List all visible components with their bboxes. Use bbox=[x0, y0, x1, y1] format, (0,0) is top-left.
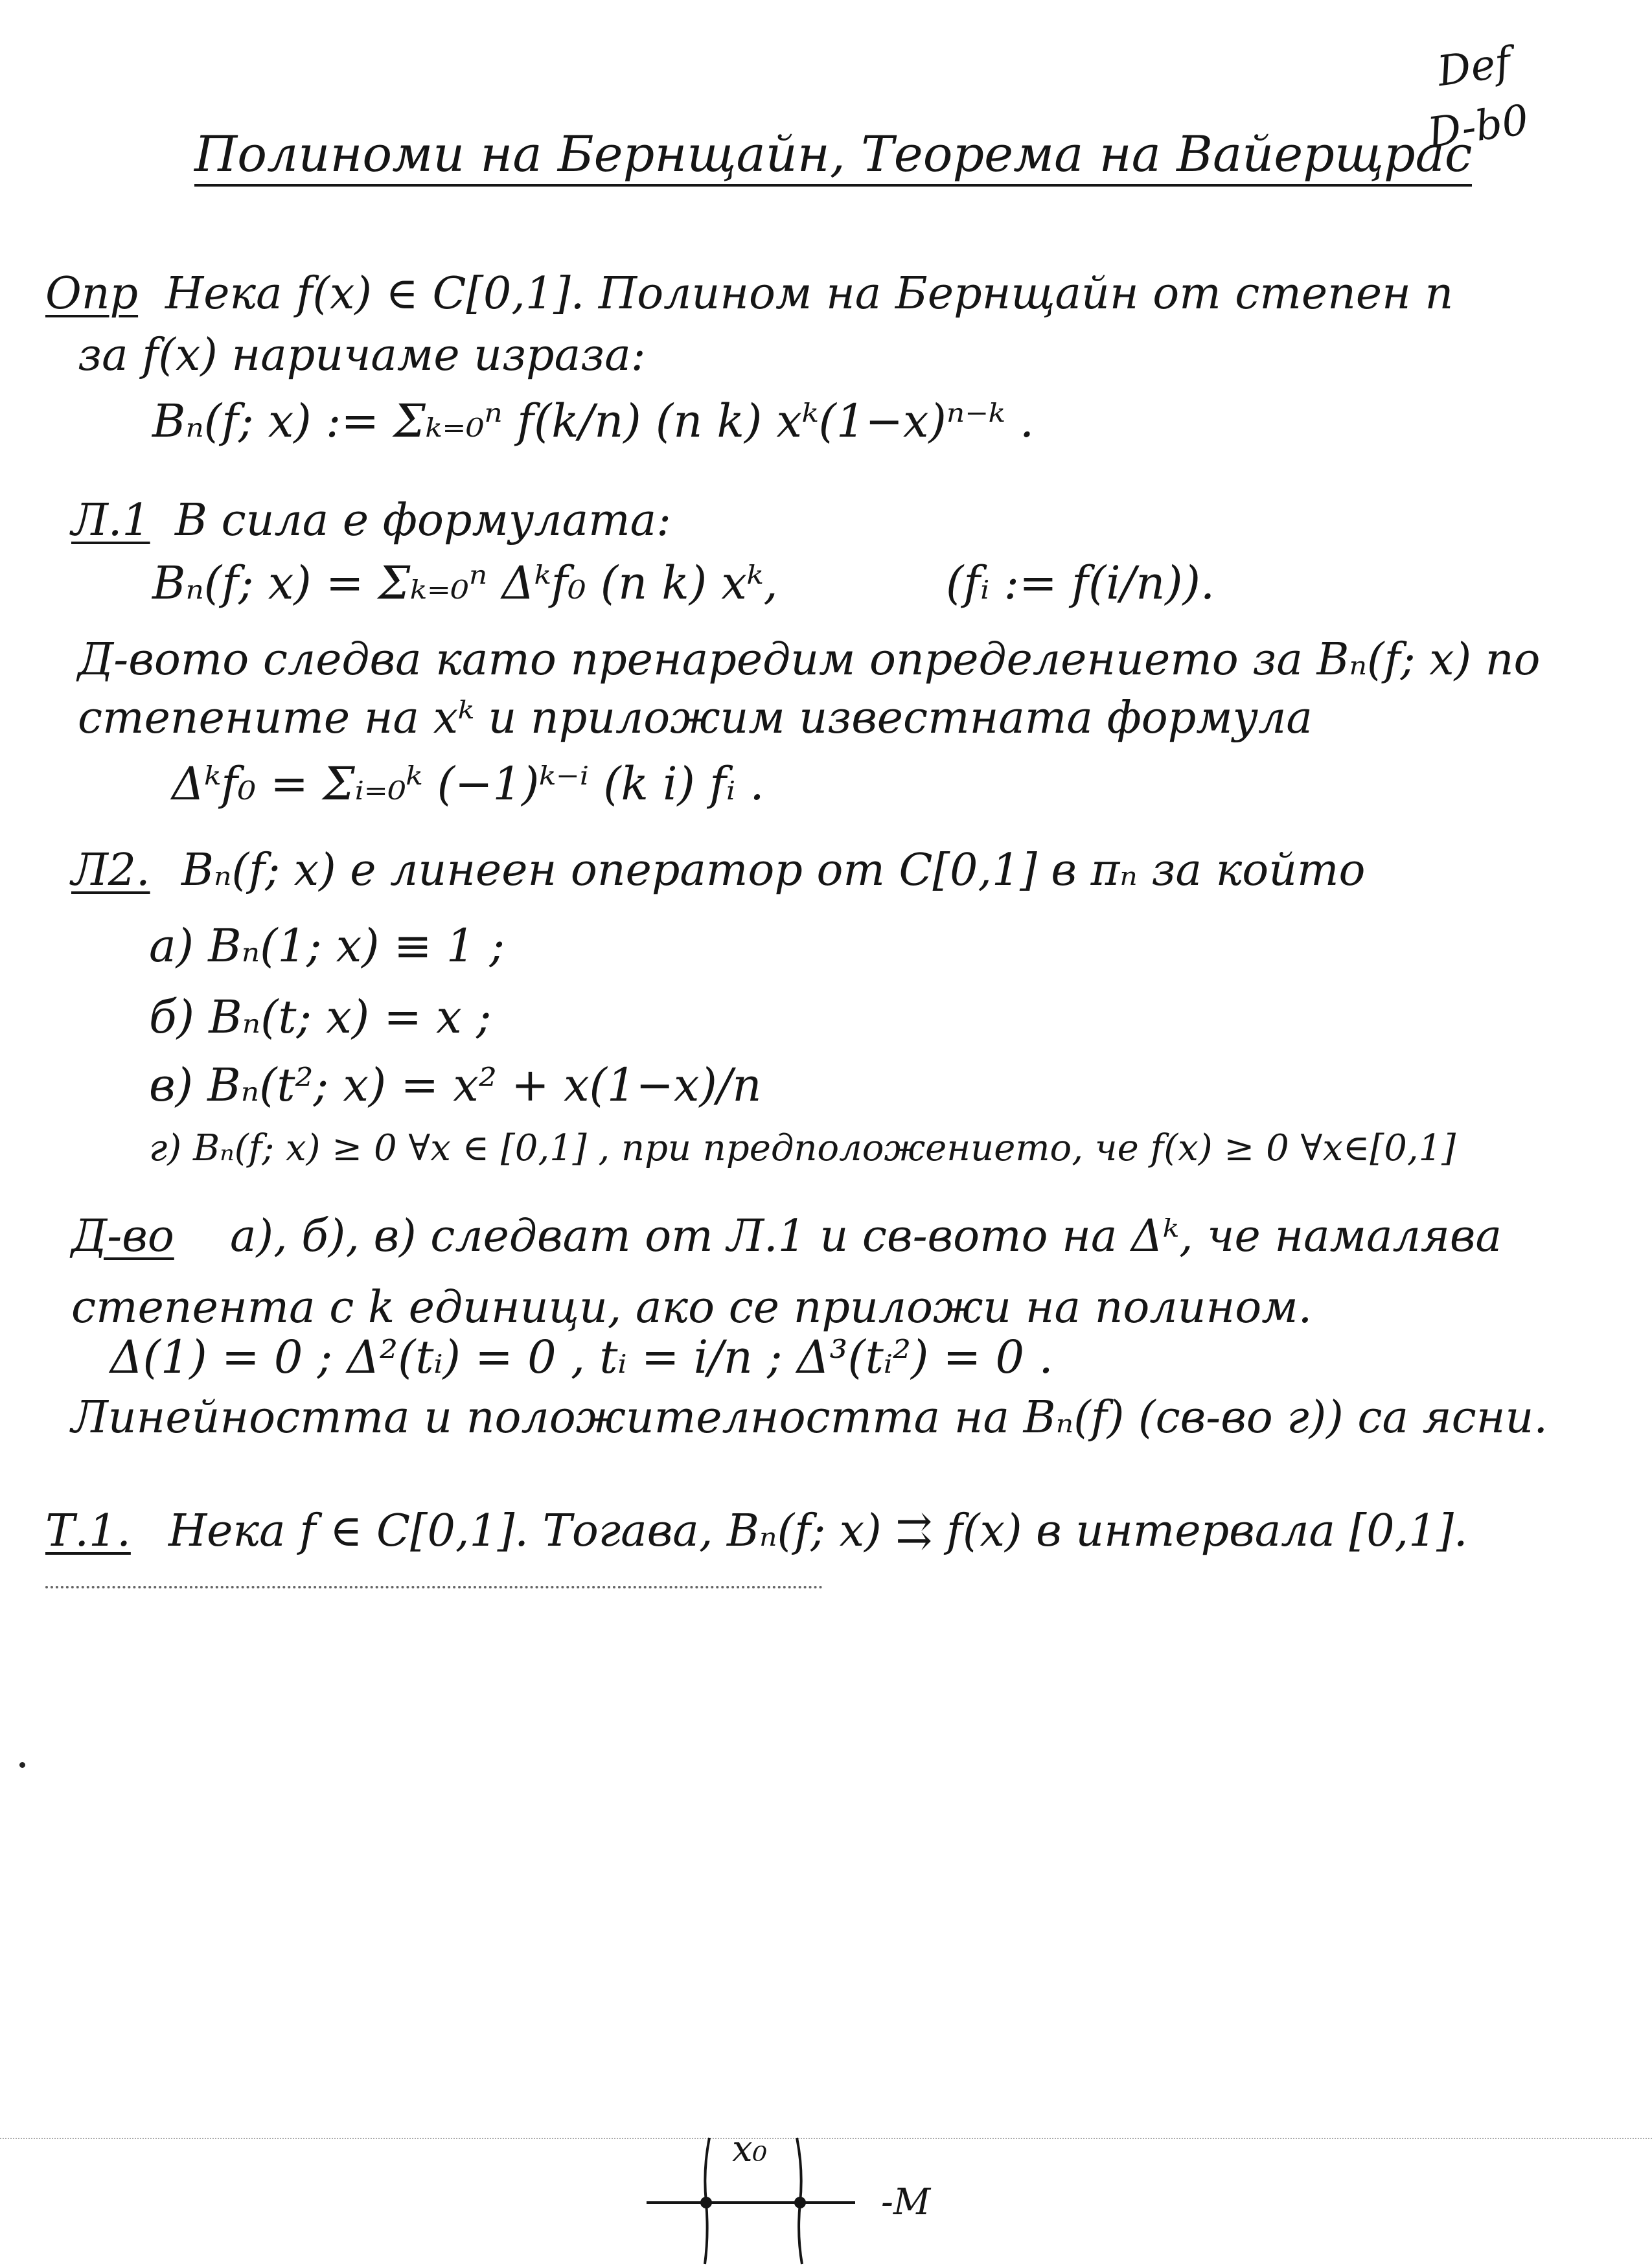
proof-line-1: а), б), в) следват от Л.1 и св-вото на Δᵏ, че намалява bbox=[230, 1211, 1502, 1262]
lemma2-line-1: Bₙ(f; x) е линеен оператор от C[0,1] в πₙ за който bbox=[181, 845, 1366, 896]
corner-note-top: Def bbox=[1434, 38, 1514, 97]
lemma1-label: Л.1 bbox=[71, 495, 150, 546]
lemma2-item-v: в) Bₙ(t²; x) = x² + x(1−x)/n bbox=[149, 1059, 762, 1112]
sketch-left-point bbox=[700, 2197, 712, 2208]
definition-label: Опр bbox=[45, 268, 139, 319]
page-title: Полиноми на Бернщайн, Теорема на Вайерщрас bbox=[194, 130, 1472, 187]
lemma1-formula: Bₙ(f; x) = Σₖ₌₀ⁿ Δᵏf₀ (n k) xᵏ, bbox=[152, 556, 778, 610]
theorem1-line-1: Нека f ∈ C[0,1]. Тогава, Bₙ(f; x) ⇉ f(x) в интервала [0,1]. bbox=[168, 1506, 1468, 1557]
theorem1-label: Т.1. bbox=[45, 1506, 131, 1557]
definition-line-1: Нека f(x) ∈ C[0,1]. Полином на Бернщайн от степен n bbox=[165, 268, 1454, 319]
lemma2-item-b: б) Bₙ(t; x) = x ; bbox=[149, 991, 492, 1044]
bernstein-formula: Bₙ(f; x) := Σₖ₌₀ⁿ f(k/n) (n k) xᵏ(1−x)ⁿ⁻ᵏ . bbox=[152, 395, 1035, 448]
lemma1-line-1: В сила е формулата: bbox=[175, 495, 672, 546]
sketch-right-point bbox=[794, 2197, 806, 2208]
cut-off-line bbox=[45, 1586, 823, 1596]
bottom-sketch bbox=[641, 2128, 1004, 2268]
proof-label: Д-во bbox=[71, 1211, 174, 1262]
definition-line-2: за f(x) наричаме израза: bbox=[78, 330, 646, 381]
proof-line-4: Линейността и положителността на Bₙ(f) (св-во г)) са ясни. bbox=[71, 1392, 1548, 1443]
finite-difference-formula: Δᵏf₀ = Σᵢ₌₀ᵏ (−1)ᵏ⁻ⁱ (k i) fᵢ . bbox=[172, 757, 764, 810]
lemma2-item-g: г) Bₙ(f; x) ≥ 0 ∀x ∈ [0,1] , при предположението, че f(x) ≥ 0 ∀x∈[0,1] bbox=[149, 1127, 1456, 1169]
proof-line-3: Δ(1) = 0 ; Δ²(tᵢ) = 0 , tᵢ = i/n ; Δ³(tᵢ²) = 0 . bbox=[110, 1331, 1053, 1384]
corner-note-bottom: D-b0 bbox=[1425, 96, 1532, 158]
lemma2-item-a: а) Bₙ(1; x) ≡ 1 ; bbox=[149, 919, 505, 972]
proof-line-2: степента с k единици, ако се приложи на полином. bbox=[71, 1282, 1313, 1333]
scan-dot bbox=[19, 1762, 25, 1768]
sketch-m-label: -M bbox=[881, 2181, 931, 2223]
sketch-x0-label: x₀ bbox=[732, 2128, 768, 2170]
lemma1-proof-line-1: Д-вото следва като пренаредим определението за Bₙ(f; x) по bbox=[78, 634, 1541, 685]
lemma1-proof-line-2: степените на xᵏ и приложим известната формула bbox=[78, 693, 1313, 744]
lemma2-label: Л2. bbox=[71, 845, 150, 896]
lemma1-note: (fᵢ := f(i/n)). bbox=[946, 556, 1215, 610]
